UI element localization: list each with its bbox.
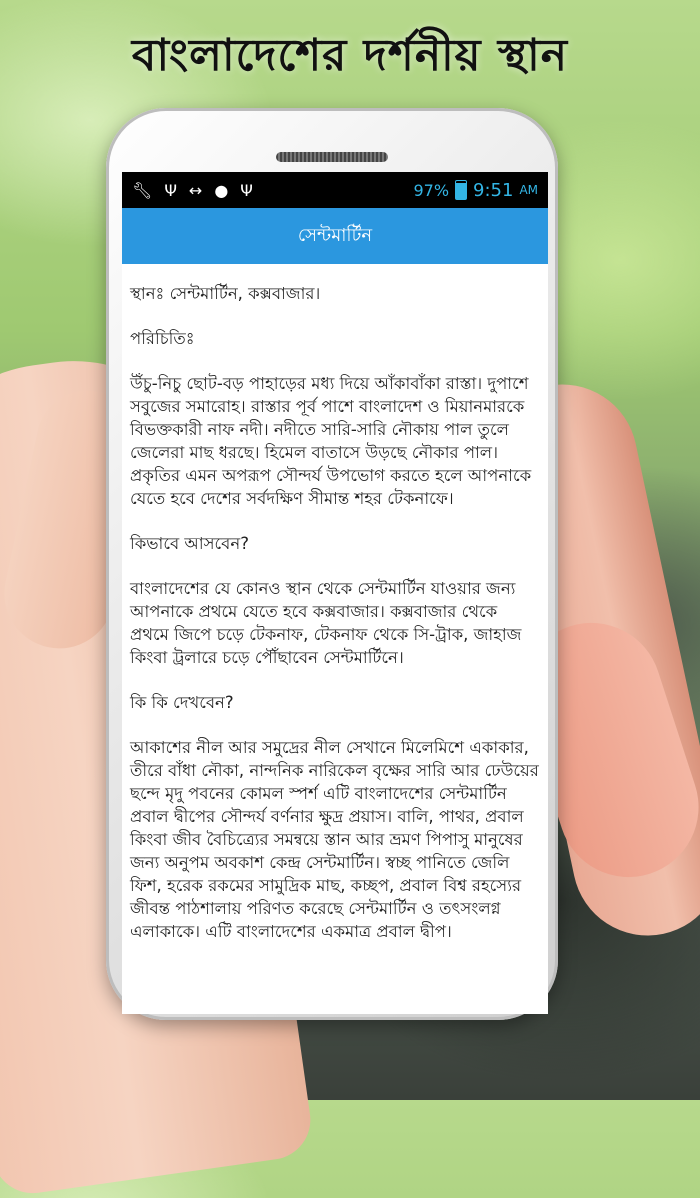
intro-text: উঁচু-নিচু ছোট-বড় পাহাড়ের মধ্য দিয়ে আঁকাবাঁকা রাস্তা। দুপাশে সবুজের সমারোহ। রাস্তার পূর্ব পাশে বাংলাদেশ ও মিয়ানমারকে বিভক্তকারী নাফ নদী। নদীতে সারি-সারি নৌকায় পাল তুলে জেলেরা মাছ ধরছে। হিমেল বাতাসে উড়ছে নৌকার পাল। প্রকৃতির এমন অপরূপ সৌন্দর্য উপভোগ করতে হলে আপনাকে যেতে হবে দেশের সর্বদক্ষিণ সীমান্ত শহর টেকনাফে। bbox=[130, 374, 532, 508]
app-bar-title: সেন্টমার্টিন bbox=[297, 224, 373, 246]
debug-icon: ↔ bbox=[188, 180, 203, 200]
battery-icon bbox=[455, 180, 467, 200]
banner-title: বাংলাদেশের দর্শনীয় স্থান bbox=[131, 30, 569, 81]
see-heading: কি কি দেখবেন? bbox=[130, 693, 234, 712]
status-bar bbox=[122, 172, 548, 208]
location-line: স্থানঃ সেন্টমার্টিন, কক্সবাজার। bbox=[130, 284, 321, 303]
status-notification-icons bbox=[132, 181, 253, 200]
status-system bbox=[413, 180, 538, 201]
clock-time: 9:51 bbox=[473, 179, 514, 201]
app-bar bbox=[122, 208, 548, 264]
wrench-icon: 🔧︎ bbox=[132, 180, 153, 200]
usb-icon: Ψ bbox=[164, 180, 177, 200]
how-heading: কিভাবে আসবেন? bbox=[130, 534, 249, 553]
clock-ampm: AM bbox=[519, 183, 538, 197]
speaker-grille bbox=[276, 152, 388, 162]
android-icon: ● bbox=[214, 180, 229, 200]
intro-heading: পরিচিতিঃ bbox=[130, 329, 195, 348]
how-text: বাংলাদেশের যে কোনও স্থান থেকে সেন্টমার্টিন যাওয়ার জন্য আপনাকে প্রথমে যেতে হবে কক্সবাজার। কক্সবাজার থেকে প্রথমে জিপে চড়ে টেকনাফ, টেকনাফ থেকে সি-ট্রাক, জাহাজ কিংবা ট্রলারে চড়ে পৌঁছাবেন সেন্টমার্টিনে। bbox=[130, 579, 522, 667]
battery-percent: 97% bbox=[413, 180, 450, 200]
usb-icon: Ψ bbox=[240, 180, 253, 200]
phone-screen bbox=[122, 172, 548, 1014]
see-text: আকাশের নীল আর সমুদ্রের নীল সেখানে মিলেমিশে একাকার, তীরে বাঁধা নৌকা, নান্দনিক নারিকেল বৃক্ষের সারি আর ঢেউয়ের ছন্দে মৃদু পবনের কোমল স্পর্শ এটি বাংলাদেশের সেন্টমার্টিন প্রবাল দ্বীপের সৌন্দর্য বর্ণনার ক্ষুদ্র প্রয়াস। বালি, পাথর, প্রবাল কিংবা জীব বৈচিত্র্যের সমন্বয়ে স্তান আর ভ্রমণ পিপাসু মানুষের জন্য অনুপম অবকাশ কেন্দ্র সেন্টমার্টিন। স্বচ্ছ পানিতে জেলি ফিশ, হরেক রকমের সামুদ্রিক মাছ, কচ্ছপ, প্রবাল বিশ্ব রহস্যের জীবন্ত পাঠশালায় পরিণত করেছে সেন্টমার্টিন ও তৎসংলগ্ন এলাকাকে। এটি বাংলাদেশের একমাত্র প্রবাল দ্বীপ। bbox=[130, 738, 539, 941]
article-content[interactable] bbox=[122, 264, 548, 943]
phone-frame bbox=[106, 108, 558, 1020]
